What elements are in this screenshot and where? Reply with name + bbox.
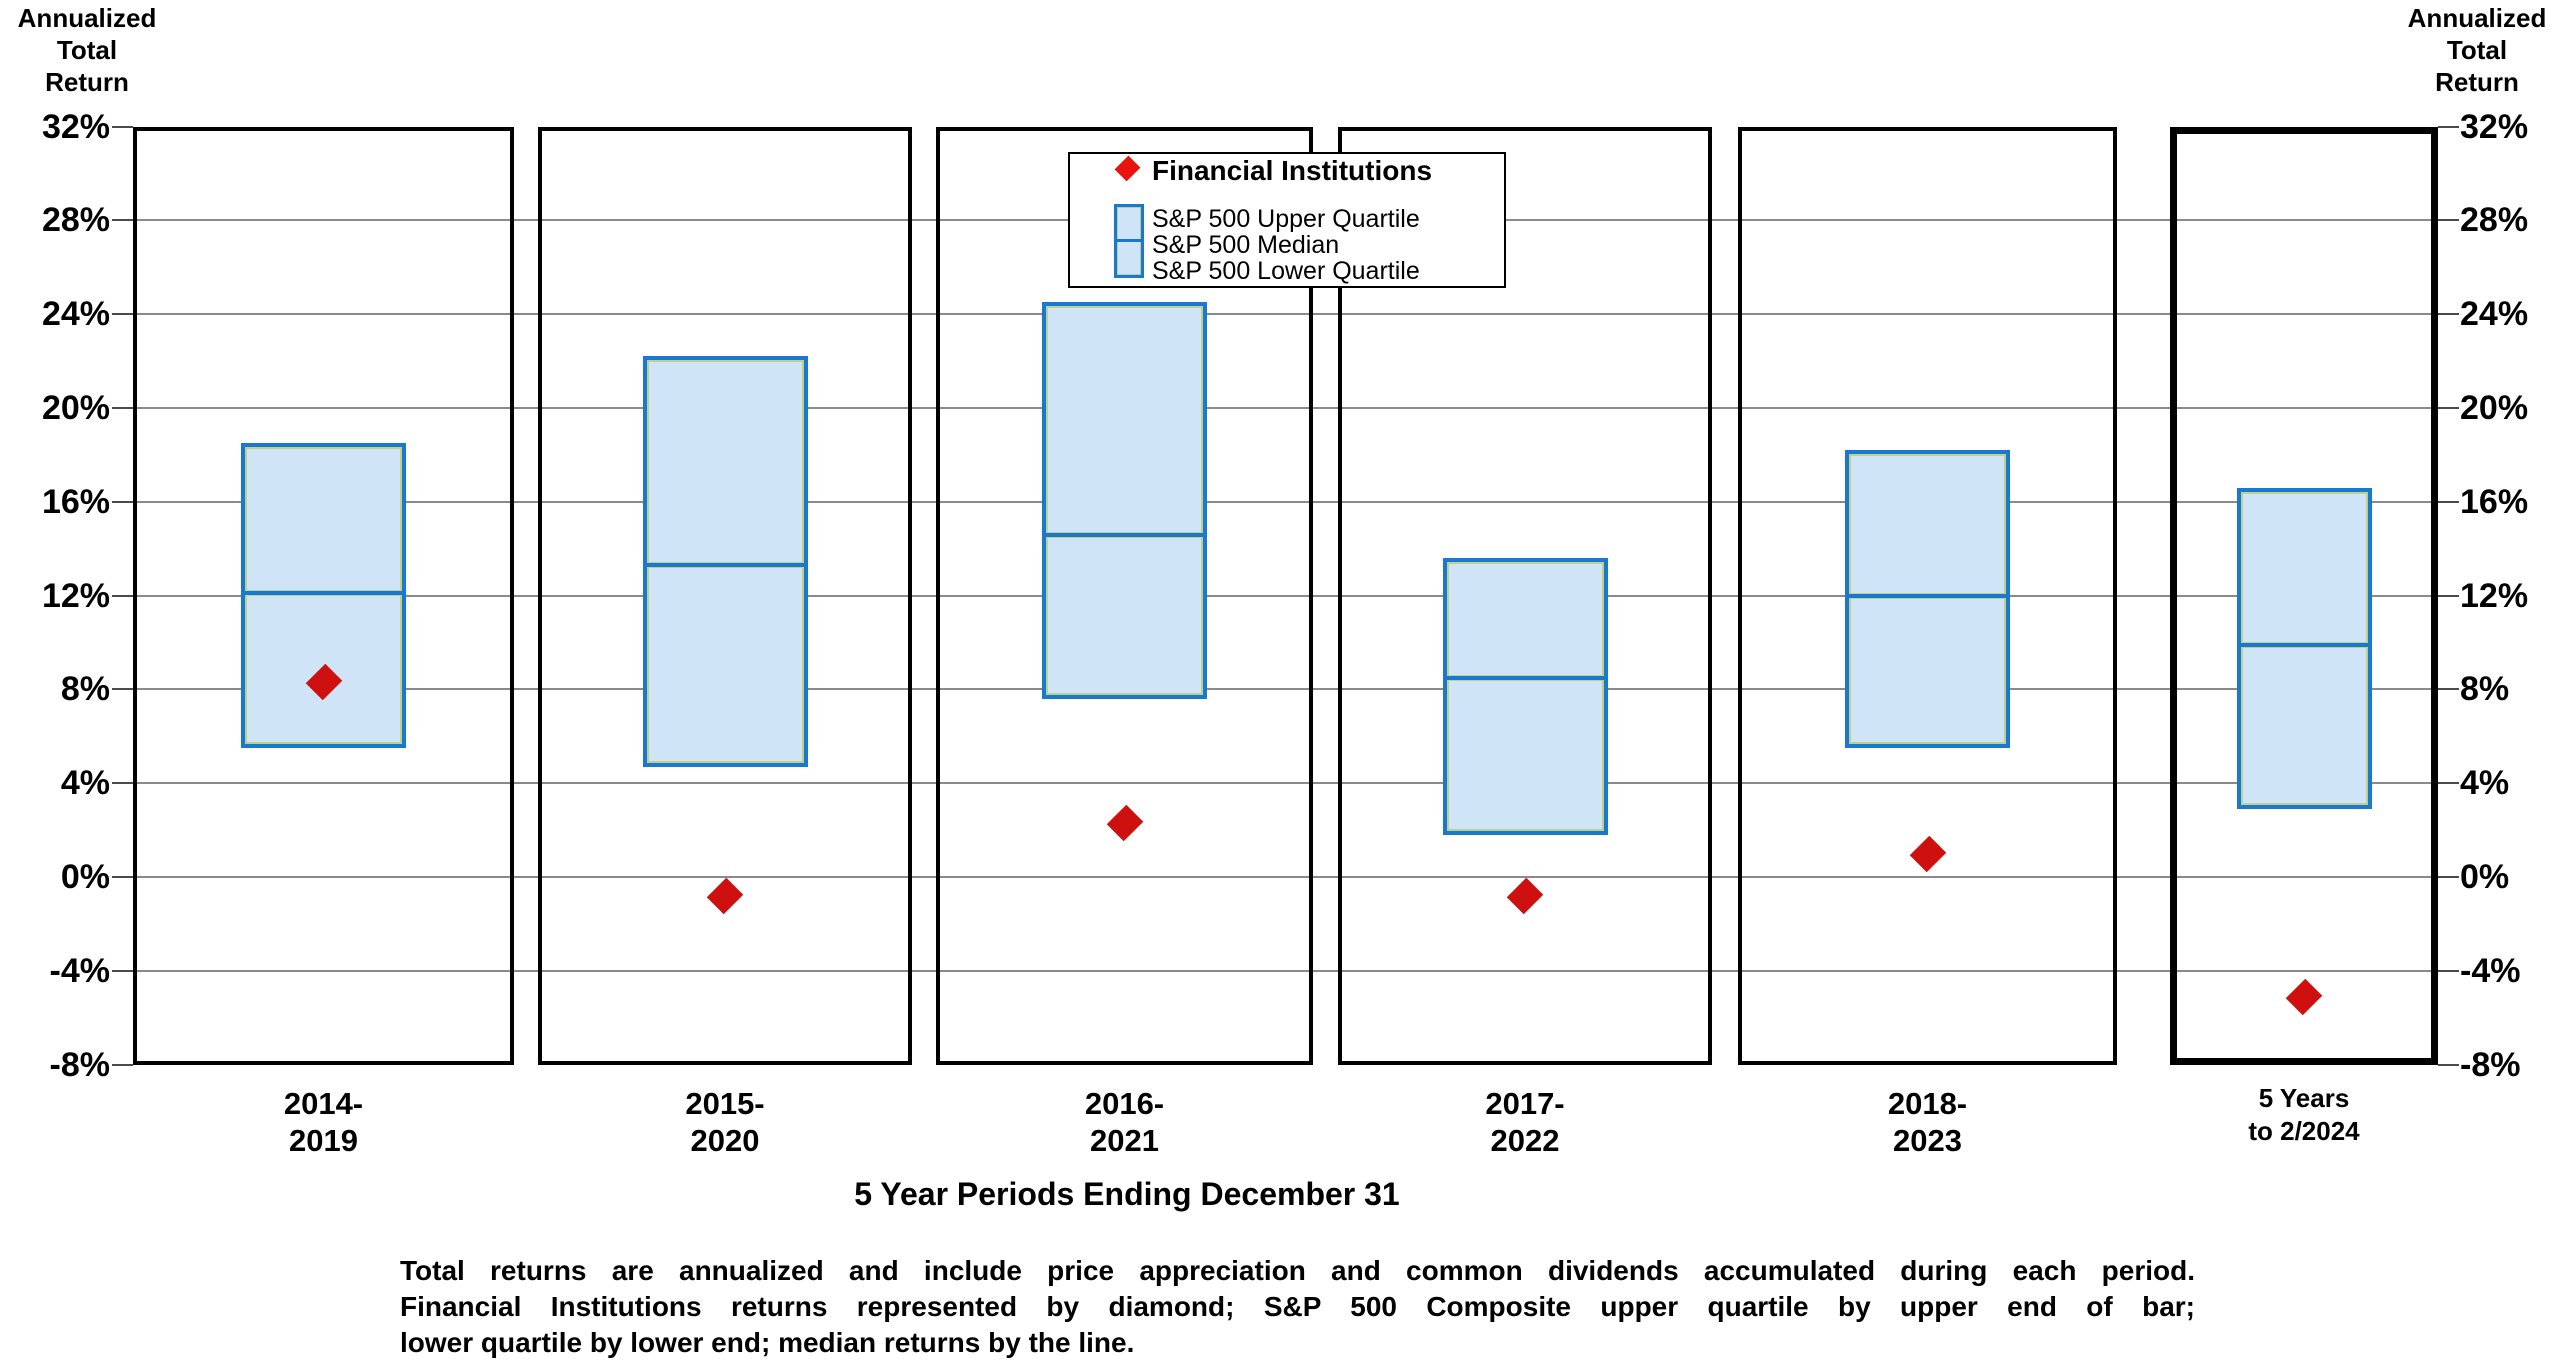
sp500-quartile-range-bar	[1443, 558, 1608, 835]
sp500-median-line	[1447, 676, 1604, 680]
sp500-median-line	[1849, 594, 2006, 598]
y-axis-tickmark	[112, 313, 133, 315]
y-tick-label-right: 20%	[2460, 389, 2529, 427]
legend-upper-quartile-label: S&P 500 Upper Quartile	[1152, 205, 1420, 233]
legend-median-label: S&P 500 Median	[1152, 231, 1340, 259]
sp500-quartile-range-bar	[1845, 450, 2010, 748]
y-axis-tickmark	[112, 876, 133, 878]
period-label: 2015- 2020	[685, 1086, 765, 1158]
sp500-median-line	[647, 563, 804, 567]
period-label: 2017- 2022	[1485, 1086, 1565, 1158]
y-tick-label-right: -8%	[2460, 1046, 2521, 1084]
y-tick-label-left: 32%	[41, 108, 110, 146]
y-tick-label-right: 0%	[2460, 858, 2510, 896]
y-tick-label-left: 12%	[41, 577, 110, 615]
y-axis-tickmark	[2438, 219, 2459, 221]
median-line-icon	[1114, 239, 1144, 242]
period-label: 2018- 2023	[1887, 1086, 1968, 1158]
sp500-quartile-range-bar	[643, 356, 808, 767]
right-axis-title-line: Return	[2435, 67, 2519, 97]
y-tick-label-left: 24%	[41, 295, 110, 333]
y-axis-tickmark	[112, 219, 133, 221]
sp500-median-line	[245, 591, 402, 595]
chart-legend	[1068, 152, 1506, 288]
y-axis-tickmark	[2438, 501, 2459, 503]
sp500-quartile-range-bar	[2237, 488, 2372, 809]
legend-lower-quartile-label: S&P 500 Lower Quartile	[1152, 257, 1420, 285]
caption-line: Total returns are annualized and include price appreciation and common dividends accumulated during each period.	[400, 1255, 2195, 1286]
y-axis-tickmark	[2438, 782, 2459, 784]
y-axis-tickmark	[2438, 595, 2459, 597]
y-axis-tickmark	[2438, 688, 2459, 690]
left-axis-title-line: Return	[45, 67, 129, 97]
chart-caption	[400, 1253, 2195, 1361]
period-label: 2014- 2019	[283, 1086, 364, 1158]
y-tick-label-right: 32%	[2460, 108, 2529, 146]
y-tick-label-right: 28%	[2460, 201, 2529, 239]
y-tick-label-right: 8%	[2460, 670, 2510, 708]
financial-institutions-diamond-icon	[1115, 156, 1141, 182]
y-tick-label-right: 24%	[2460, 295, 2529, 333]
caption-line: lower quartile by lower end; median returns by the line.	[400, 1327, 1135, 1358]
right-axis-title-line: Annualized	[2407, 3, 2547, 33]
right-axis-title-line: Total	[2446, 35, 2508, 65]
y-tick-label-left: 28%	[41, 201, 110, 239]
x-axis-title: 5 Year Periods Ending December 31	[854, 1176, 1400, 1212]
y-tick-label-left: 20%	[41, 389, 110, 427]
period-label: 2016- 2021	[1084, 1086, 1165, 1158]
y-tick-label-left: -4%	[49, 952, 110, 990]
caption-line: Financial Institutions returns represented by diamond; S&P 500 Composite upper quartile by upper end of bar;	[400, 1291, 2195, 1322]
y-axis-tickmark	[2438, 876, 2459, 878]
y-axis-tickmark	[112, 688, 133, 690]
sp500-quartile-range-bar	[1042, 302, 1207, 699]
sp500-median-line	[1046, 533, 1203, 537]
y-axis-tickmark	[112, 501, 133, 503]
y-tick-label-left: 8%	[60, 670, 110, 708]
y-axis-tickmark	[2438, 1064, 2459, 1066]
left-axis-title-line: Total	[56, 35, 118, 65]
y-axis-tickmark	[2438, 126, 2459, 128]
y-axis-tickmark	[112, 970, 133, 972]
y-tick-label-right: 12%	[2460, 577, 2529, 615]
y-axis-tickmark	[112, 126, 133, 128]
left-axis-title-line: Annualized	[17, 3, 157, 33]
y-tick-label-left: -8%	[49, 1046, 110, 1084]
y-axis-tickmark	[2438, 970, 2459, 972]
y-tick-label-left: 0%	[60, 858, 110, 896]
y-axis-tickmark	[2438, 407, 2459, 409]
sp500-median-line	[2241, 643, 2368, 647]
y-axis-tickmark	[112, 1064, 133, 1066]
y-tick-label-left: 16%	[41, 483, 110, 521]
y-axis-tickmark	[112, 407, 133, 409]
y-tick-label-right: 16%	[2460, 483, 2529, 521]
y-axis-tickmark	[2438, 313, 2459, 315]
legend-financial-institutions-label: Financial Institutions	[1152, 155, 1433, 186]
y-axis-tickmark	[112, 782, 133, 784]
y-tick-label-left: 4%	[60, 764, 110, 802]
y-axis-tickmark	[112, 595, 133, 597]
sp500-quartile-range-bar	[241, 443, 406, 748]
y-tick-label-right: -4%	[2460, 952, 2521, 990]
period-label: 5 Years to 2/2024	[2248, 1083, 2360, 1146]
y-tick-label-right: 4%	[2460, 764, 2510, 802]
